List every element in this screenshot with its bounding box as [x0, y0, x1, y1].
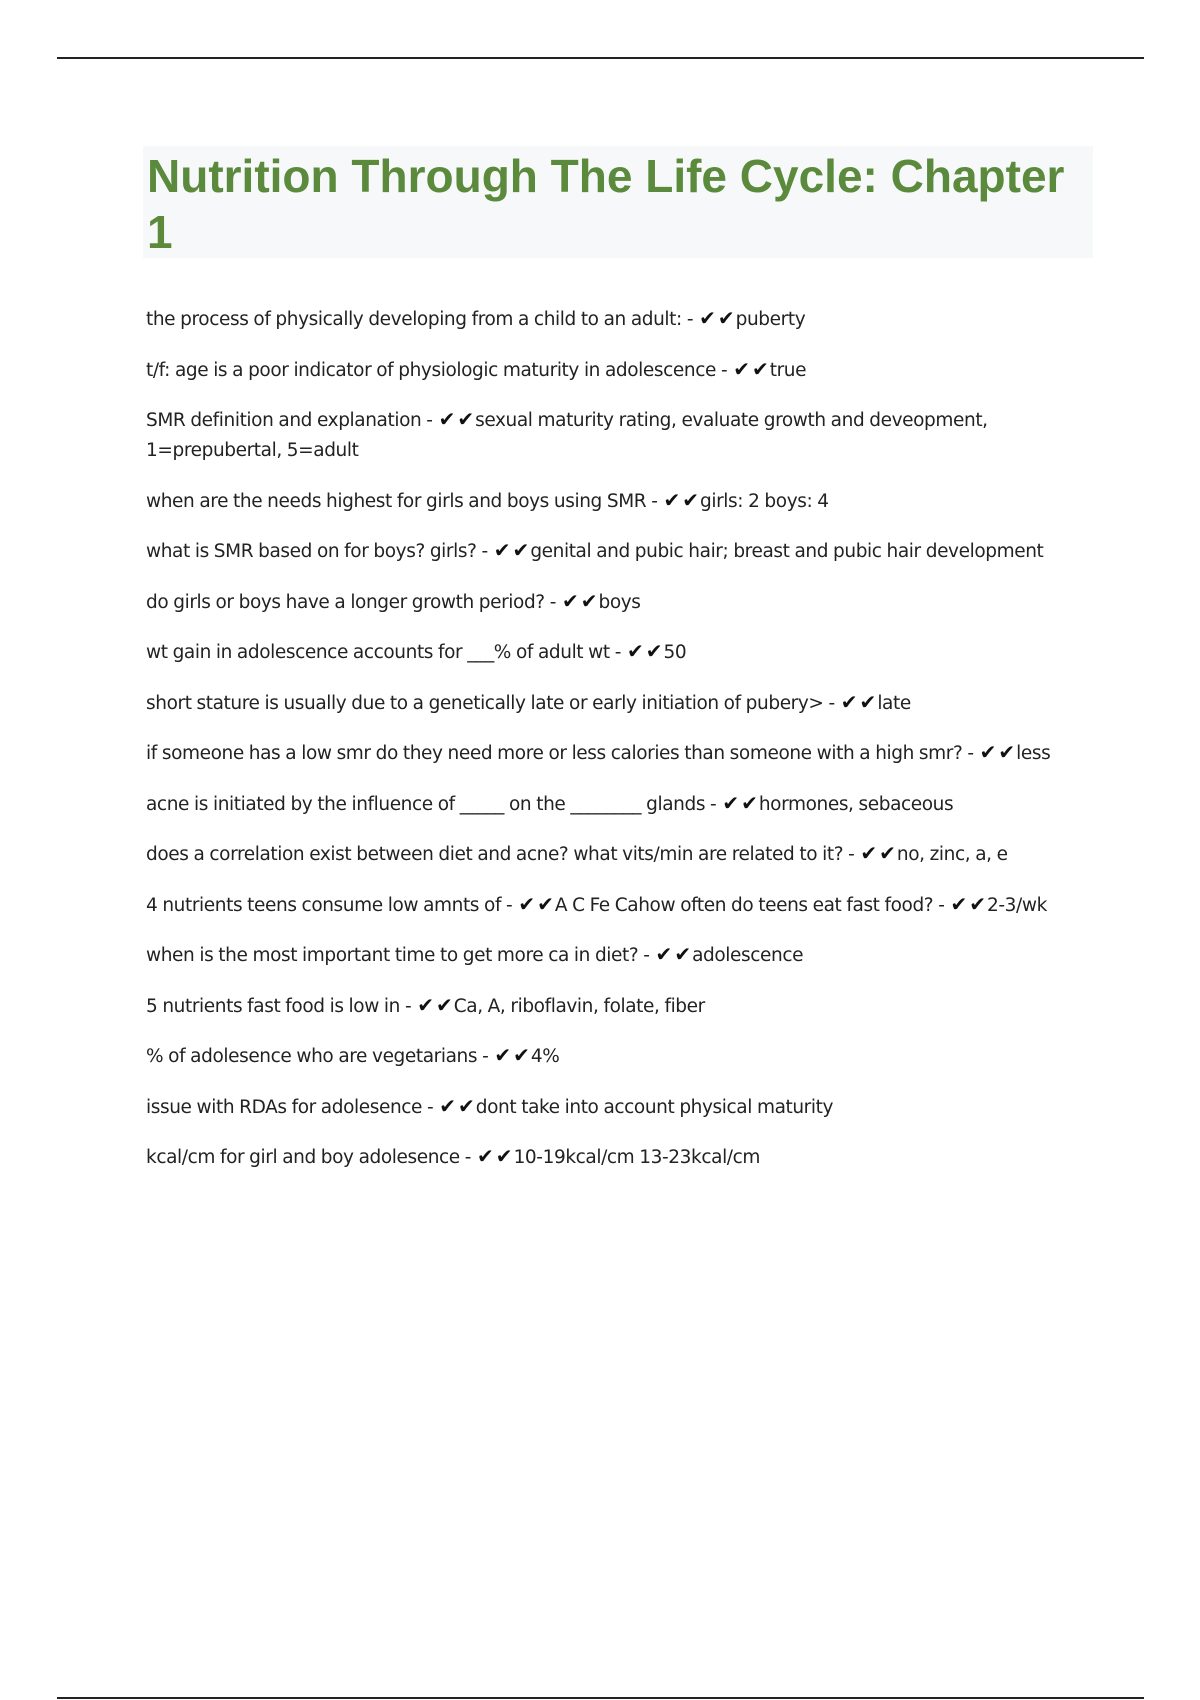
list-item	[146, 535, 1096, 567]
checkmark-icon: ✔	[417, 992, 434, 1017]
list-item	[146, 939, 1096, 971]
checkmark-icon: ✔	[741, 790, 758, 815]
checkmark-icon: ✔	[495, 1144, 513, 1168]
checkmark-icon: ✔	[751, 356, 769, 381]
list-item	[146, 1141, 1096, 1173]
question-text: issue with RDAs for adolesence -	[146, 1096, 434, 1118]
answer-text: hormones, sebaceous	[758, 793, 954, 815]
checkmark-icon: ✔	[645, 639, 663, 663]
checkmark-icon: ✔	[435, 992, 453, 1017]
checkmark-icon: ✔	[626, 639, 644, 663]
checkmark-icon: ✔	[860, 841, 878, 865]
checkmark-icon: ✔	[438, 407, 456, 431]
list-item	[146, 687, 1096, 719]
question-text: do girls or boys have a longer growth period? -	[146, 591, 556, 613]
checkmark-icon: ✔	[494, 1043, 512, 1067]
checkmark-icon: ✔	[493, 538, 511, 562]
list-item	[146, 404, 1096, 466]
checkmark-icon: ✔	[655, 942, 673, 966]
answer-text: A C Fe Ca	[554, 894, 639, 916]
answer-text: Ca, A, riboflavin, folate, fiber	[453, 995, 705, 1017]
checkmark-icon: ✔	[663, 487, 681, 512]
list-item	[146, 485, 1096, 517]
checkmark-icon: ✔	[512, 538, 530, 562]
checkmark-icon: ✔	[859, 689, 877, 714]
answer-text: adolescence	[692, 945, 804, 966]
question-text: does a correlation exist between diet and acne? what vits/min are related to it? -	[146, 844, 855, 865]
checkmark-icon: ✔	[699, 306, 716, 330]
checkmark-icon: ✔	[840, 689, 858, 714]
list-item	[146, 788, 1096, 820]
document-title: Nutrition Through The Life Cycle: Chapter 1	[147, 150, 1065, 258]
checkmark-icon: ✔	[682, 487, 699, 512]
checkmark-icon: ✔	[674, 942, 692, 966]
answer-text: true	[769, 359, 807, 381]
question-text: 4 nutrients teens consume low amnts of -	[146, 894, 513, 916]
checkmark-icon: ✔	[969, 891, 987, 916]
answer-text: sexual maturity rating, evaluate growth and deveopment, 1=prepubertal, 5=adult	[146, 410, 988, 461]
list-item	[146, 737, 1096, 769]
answer-text: genital and pubic hair; breast and pubic hair development	[530, 541, 1044, 562]
checkmark-icon: ✔	[733, 356, 750, 381]
checkmark-icon: ✔	[477, 1144, 494, 1168]
question-text: SMR definition and explanation -	[146, 410, 433, 431]
question-text: short stature is usually due to a genetically late or early initiation of pubery> -	[146, 692, 835, 714]
list-item	[146, 990, 1096, 1022]
footer-rule	[57, 1697, 1144, 1699]
checkmark-icon: ✔	[879, 841, 896, 865]
checkmark-icon: ✔	[580, 588, 598, 613]
list-item	[146, 354, 1096, 386]
list-item	[146, 636, 1096, 668]
question-text: acne is initiated by the influence of _____ on the ________ glands -	[146, 793, 717, 815]
question-text: kcal/cm for girl and boy adolesence -	[146, 1147, 472, 1168]
checkmark-icon: ✔	[518, 891, 536, 916]
answer-text: 50	[663, 642, 687, 663]
question-text: when is the most important time to get more ca in diet? -	[146, 945, 650, 966]
flashcard-list	[146, 303, 1096, 1192]
answer-text: 4%	[530, 1046, 560, 1067]
checkmark-icon: ✔	[950, 891, 968, 916]
checkmark-icon: ✔	[457, 407, 475, 431]
question-text: if someone has a low smr do they need more or less calories than someone with a high smr? -	[146, 743, 974, 764]
list-item	[146, 586, 1096, 618]
header-rule	[57, 57, 1144, 59]
answer-text: late	[877, 692, 911, 714]
checkmark-icon: ✔	[998, 740, 1016, 764]
checkmark-icon: ✔	[979, 740, 997, 764]
list-item	[146, 889, 1096, 921]
question-text: % of adolesence who are vegetarians -	[146, 1046, 489, 1067]
list-item	[146, 1040, 1096, 1072]
question-text: how often do teens eat fast food? -	[638, 894, 945, 916]
answer-text: no, zinc, a, e	[896, 844, 1008, 865]
answer-text: 10-19kcal/cm 13-23kcal/cm	[513, 1147, 761, 1168]
list-item	[146, 303, 1096, 335]
answer-text: girls: 2 boys: 4	[700, 490, 829, 512]
checkmark-icon: ✔	[717, 306, 735, 330]
checkmark-icon: ✔	[458, 1093, 475, 1118]
question-text: 5 nutrients fast food is low in -	[146, 995, 412, 1017]
title-banner	[143, 146, 1093, 258]
question-text: t/f: age is a poor indicator of physiologic maturity in adolescence -	[146, 359, 728, 381]
question-text: the process of physically developing from a child to an adult: -	[146, 309, 694, 330]
answer-text: 2-3/wk	[987, 894, 1047, 916]
checkmark-icon: ✔	[439, 1093, 457, 1118]
answer-text: dont take into account physical maturity	[475, 1096, 834, 1118]
answer-text: less	[1016, 743, 1051, 764]
question-text: wt gain in adolescence accounts for ___% of adult wt -	[146, 642, 621, 663]
list-item	[146, 838, 1096, 870]
question-text: when are the needs highest for girls and boys using SMR -	[146, 490, 658, 512]
checkmark-icon: ✔	[537, 891, 554, 916]
list-item	[146, 1091, 1096, 1123]
answer-text: boys	[598, 591, 641, 613]
checkmark-icon: ✔	[513, 1043, 530, 1067]
answer-text: puberty	[735, 309, 806, 330]
question-text: what is SMR based on for boys? girls? -	[146, 541, 488, 562]
checkmark-icon: ✔	[561, 588, 579, 613]
checkmark-icon: ✔	[722, 790, 740, 815]
